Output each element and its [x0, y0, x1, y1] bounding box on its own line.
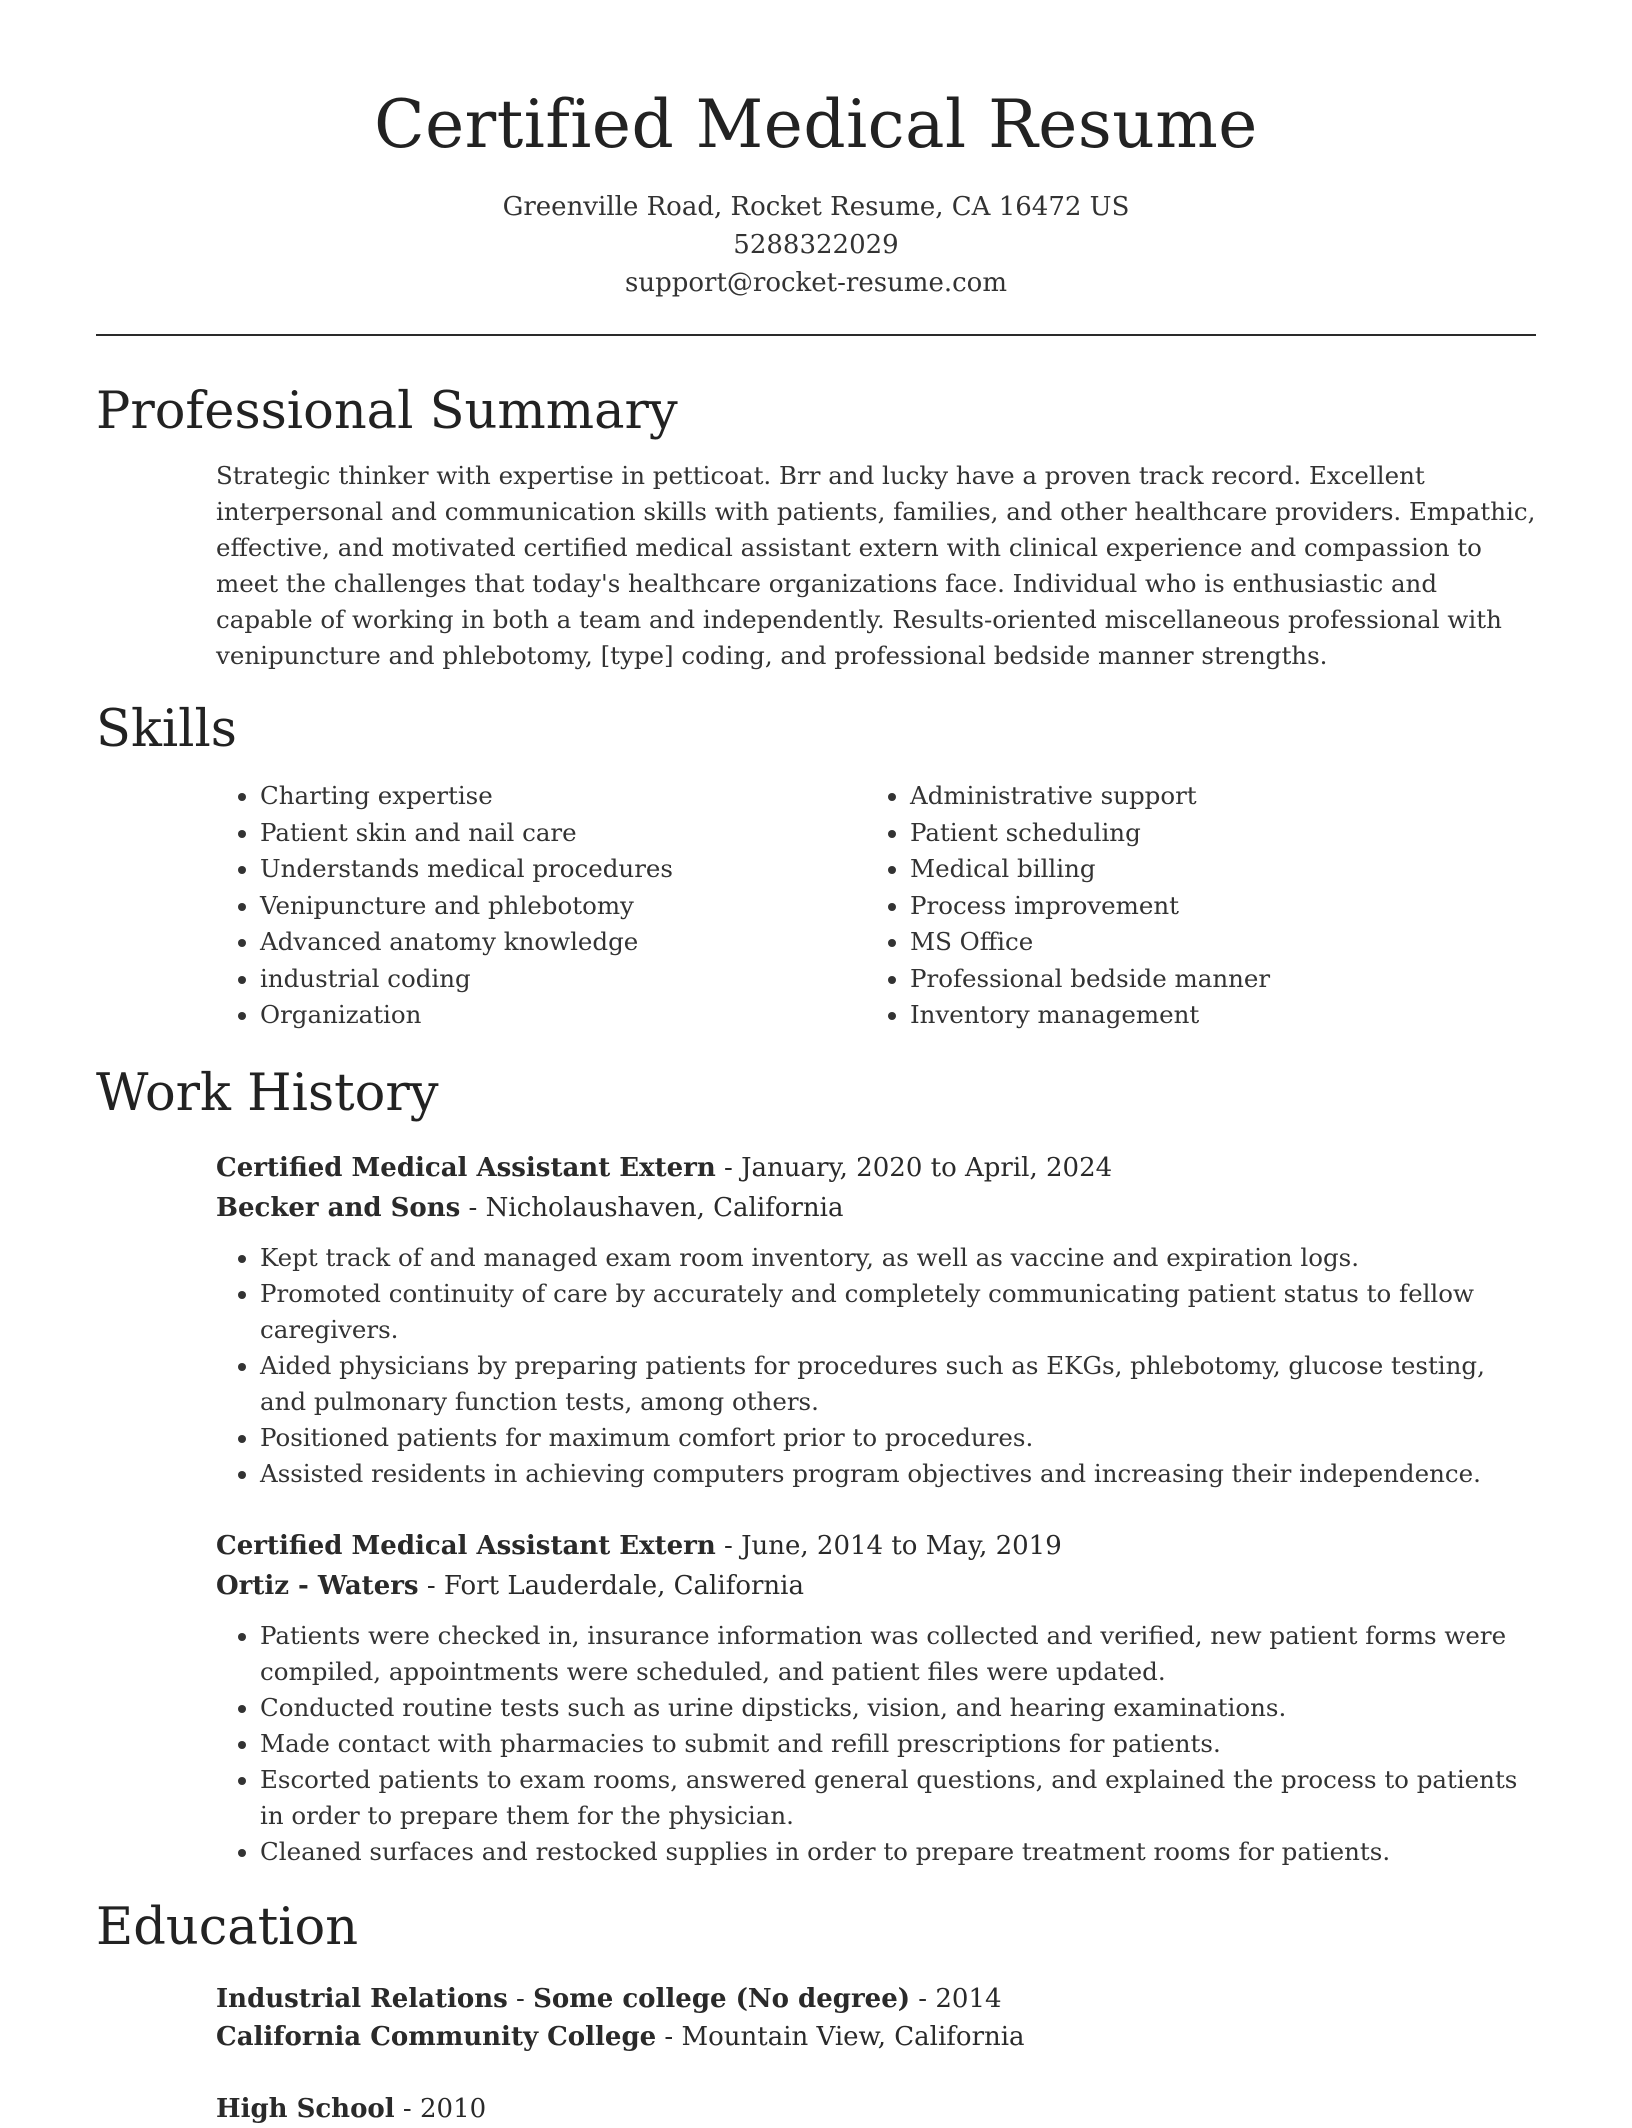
education-year: 2010: [419, 2093, 487, 2124]
education-year: 2014: [935, 1983, 1002, 2014]
job-bullet: • Promoted continuity of care by accurately and completely communicating patient status to fellow caregivers.: [260, 1276, 1536, 1348]
separator: -: [715, 1530, 742, 1561]
education-location: Mountain View, California: [681, 2021, 1025, 2052]
education-entry: [216, 1980, 1536, 2056]
separator: -: [394, 2093, 420, 2124]
job-bullet: • Kept track of and managed exam room inventory, as well as vaccine and expiration logs.: [260, 1240, 1536, 1276]
job-company: Becker and Sons: [216, 1192, 461, 1223]
skills-column-left: [216, 778, 866, 1034]
skill-item: • industrial coding: [260, 961, 866, 998]
separator: -: [507, 1983, 534, 2014]
separator: -: [715, 1152, 742, 1183]
summary-section: [96, 380, 1536, 674]
job-title-line: [216, 1148, 1536, 1188]
skills-grid: [216, 778, 1536, 1034]
contact-email: support@rocket-resume.com: [624, 268, 1007, 298]
education-section: [96, 1896, 1536, 2128]
skill-item: • Professional bedside manner: [910, 961, 1536, 998]
job-bullet: • Conducted routine tests such as urine dipsticks, vision, and hearing examinations.: [260, 1690, 1536, 1726]
job-entry: [216, 1148, 1536, 1492]
work-history-section: [96, 1062, 1536, 1870]
job-entry: [216, 1526, 1536, 1870]
job-bullet: • Patients were checked in, insurance information was collected and verified, new patient forms were compiled, appointments were scheduled, and patient files were updated.: [260, 1618, 1536, 1690]
skill-item: • MS Office: [910, 924, 1536, 961]
education-school: California Community College: [216, 2021, 657, 2052]
job-location: Nicholaushaven, California: [485, 1192, 844, 1223]
job-bullet: • Cleaned surfaces and restocked supplies in order to prepare treatment rooms for patients.: [260, 1834, 1536, 1870]
job-bullet: • Escorted patients to exam rooms, answered general questions, and explained the process to patients in order to prepare them for the physician.: [260, 1762, 1536, 1834]
separator: -: [418, 1570, 444, 1601]
separator: -: [656, 2021, 682, 2052]
education-school-line: [216, 2018, 1536, 2056]
resume-name: Certified Medical Resume: [374, 86, 1258, 163]
education-entry: [216, 2090, 1536, 2128]
contact-phone: 5288322029: [733, 230, 899, 260]
contact-address: Greenville Road, Rocket Resume, CA 16472 US: [502, 192, 1130, 222]
job-dates: June, 2014 to May, 2019: [741, 1530, 1062, 1561]
education-degree-line: [216, 2090, 1536, 2128]
job-position: Certified Medical Assistant Extern: [216, 1530, 716, 1561]
skill-item: • Inventory management: [910, 997, 1536, 1034]
separator: -: [910, 1983, 936, 2014]
skill-item: • Organization: [260, 997, 866, 1034]
skills-title: Skills: [96, 700, 237, 759]
resume-header: [96, 80, 1536, 302]
header-divider: [96, 334, 1536, 336]
skill-item: • Patient scheduling: [910, 815, 1536, 852]
skill-item: • Administrative support: [910, 778, 1536, 815]
job-company-line: [216, 1188, 1536, 1228]
job-location: Fort Lauderdale, California: [443, 1570, 804, 1601]
skill-item: • Patient skin and nail care: [260, 815, 866, 852]
skill-item: • Process improvement: [910, 888, 1536, 925]
work-history-title: Work History: [96, 1063, 439, 1123]
summary-text: Strategic thinker with expertise in petticoat. Brr and lucky have a proven track record. Excellent interpersonal and communication skills with patients, families, and other healthcare providers. Empathic, effective, and motivated certified medical assistant extern with clinical experience and compassion to meet the challenges that today's healthcare organizations face. Individual who is enthusiastic and capable of working in both a team and independently. Results-oriented miscellaneous professional with venipuncture and phlebotomy, [type] coding, and professional bedside manner strengths.: [216, 461, 1536, 670]
job-bullet: • Made contact with pharmacies to submit and refill prescriptions for patients.: [260, 1726, 1536, 1762]
skills-column-right: [866, 778, 1536, 1034]
job-title-line: [216, 1526, 1536, 1566]
education-field: Industrial Relations: [216, 1983, 508, 2014]
skills-section: [96, 698, 1536, 1034]
job-dates: January, 2020 to April, 2024: [741, 1152, 1113, 1183]
education-title: Education: [96, 1897, 359, 1957]
job-bullet: • Aided physicians by preparing patients for procedures such as EKGs, phlebotomy, glucose testing, and pulmonary function tests, among others.: [260, 1348, 1536, 1420]
job-position: Certified Medical Assistant Extern: [216, 1152, 716, 1183]
job-company: Ortiz - Waters: [216, 1570, 419, 1601]
separator: -: [460, 1192, 486, 1223]
education-degree: Some college (No degree): [533, 1983, 911, 2014]
contact-info: [96, 188, 1536, 302]
education-field: High School: [216, 2093, 395, 2124]
skill-item: • Charting expertise: [260, 778, 866, 815]
skill-item: • Venipuncture and phlebotomy: [260, 888, 866, 925]
skill-item: • Advanced anatomy knowledge: [260, 924, 866, 961]
job-bullet: • Positioned patients for maximum comfort prior to procedures.: [260, 1420, 1536, 1456]
education-degree-line: [216, 1980, 1536, 2018]
summary-title: Professional Summary: [96, 382, 678, 441]
skill-item: • Understands medical procedures: [260, 851, 866, 888]
job-bullets: [216, 1240, 1536, 1492]
job-company-line: [216, 1566, 1536, 1606]
job-bullet: • Assisted residents in achieving computers program objectives and increasing their independence.: [260, 1456, 1536, 1492]
job-bullets: [216, 1618, 1536, 1870]
skill-item: • Medical billing: [910, 851, 1536, 888]
